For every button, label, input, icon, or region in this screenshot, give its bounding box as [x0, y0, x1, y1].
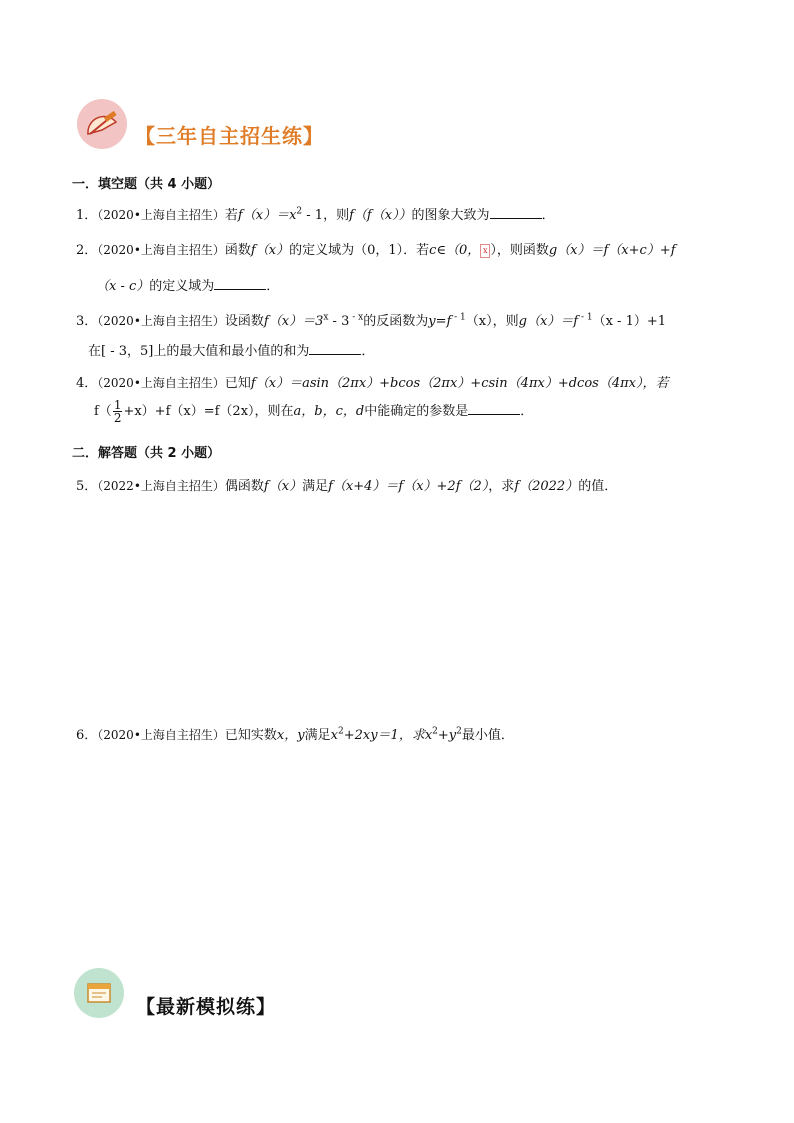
answer-blank: [468, 402, 520, 415]
protractor-icon: [77, 99, 127, 149]
question-5: 5．（2022•上海自主招生）偶函数f（x）满足f（x+4）＝f（x）+2f（2），求f（2022）的值．: [76, 479, 618, 494]
question-3: 3．（2020•上海自主招生）设函数$f(x)=3^x - 3$ $^{- x}$的反函数为y=f $^{- 1}$（x），则g（x）＝f $^{- 1}$（x - 1）+1: [76, 312, 667, 329]
answer-blank: [214, 277, 266, 290]
image-placeholder-box: x: [480, 244, 490, 258]
fraction-one-half: $\frac{1}{2}$: [113, 398, 122, 425]
section-header-2: [74, 966, 276, 1019]
section-title-2: 【最新模拟练】: [136, 996, 277, 1018]
question-3-line2: 在[ - 3，5]上的最大值和最小值的和为 ．: [88, 344, 375, 359]
answer-blank: [490, 206, 542, 219]
question-6: 6．（2020•上海自主招生）已知实数x，y满足$x^2+2xy=1$，求$x^2+y^2$最小值．: [76, 726, 514, 743]
document-icon: [74, 968, 124, 1018]
part2-heading: 二．解答题（共 2 小题）: [72, 446, 221, 461]
part1-heading: 一．填空题（共 4 小题）: [72, 177, 221, 192]
question-1: 1．（2020•上海自主招生）若$f(x)=x^2 - 1$，则f（f（x））的图象大致为 ．: [76, 206, 555, 223]
section-header-1: [77, 98, 324, 149]
question-2-line2: （x - c）的定义域为 ．: [96, 279, 280, 294]
question-4-line2: f（ $\frac{1}{2}$ +x）+f（x）=f（2x），则在a，b，c，d中能确定的参数是 ．: [94, 398, 534, 425]
answer-blank: [309, 342, 361, 355]
section-title-1: 【三年自主招生练】: [135, 124, 324, 148]
question-2: 2．（2020•上海自主招生）函数f（x）的定义域为（0，1）．若c∈（0， x ），则函数g（x）＝f（x+c）+f: [76, 243, 676, 258]
question-4: 4．（2020•上海自主招生）已知f（x）＝asin（2πx）+bcos（2πx）+csin（4πx）+dcos（4πx），若: [76, 376, 669, 391]
